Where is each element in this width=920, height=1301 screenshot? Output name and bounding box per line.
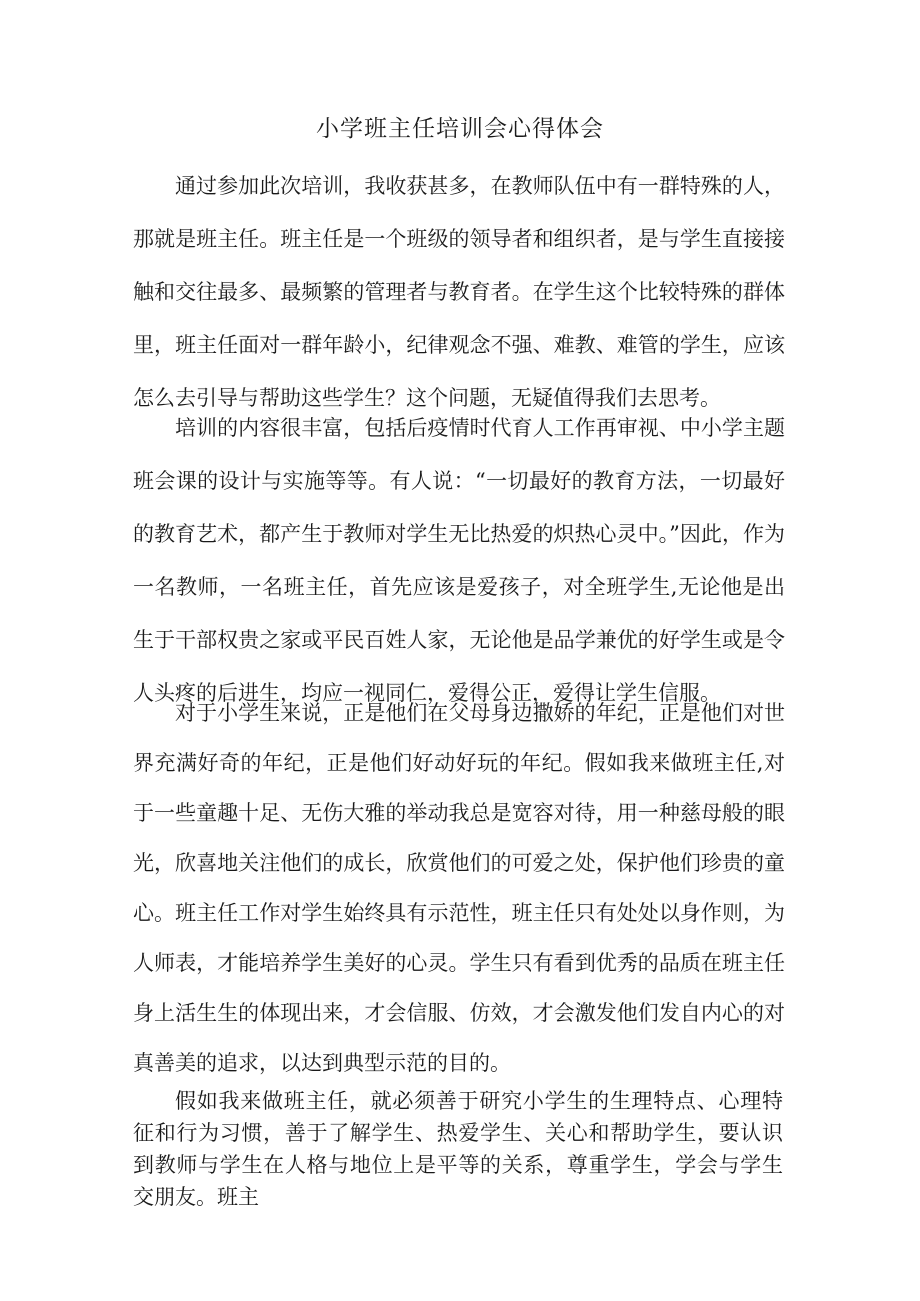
document-title: 小学班主任培训会心得体会 [316, 116, 604, 142]
paragraph-3: 对于小学生来说，正是他们在父母身边撒娇的年纪，正是他们对世界充满好奇的年纪，正是他们好动好玩的年纪。假如我来做班主任,对于一些童趣十足、无伤大雅的举动我总是宽容对待，用一种慈母般的眼光，欣喜地关注他们的成长，欣赏他们的可爱之处，保护他们珍贵的童心。班主任工作对学生始终具有示范性，班主任只有处处以身作则，为人师表，才能培养学生美好的心灵。学生只有看到优秀的品质在班主任身上活生生的体现出来，才会信服、仿效，才会激发他们发自内心的对真善美的追求，以达到典型示范的目的。 [133, 701, 785, 1075]
paragraph-1: 通过参加此次培训，我收获甚多，在教师队伍中有一群特殊的人，那就是班主任。班主任是一个班级的领导者和组织者，是与学生直接接触和交往最多、最频繁的管理者与教育者。在学生这个比较特殊的群体里，班主任面对一群年龄小，纪律观念不强、难教、难管的学生，应该怎么去引导与帮助这些学生？这个问题，无疑值得我们去思考。 [133, 174, 785, 410]
paragraph-4: 假如我来做班主任，就必须善于研究小学生的生理特点、心理特征和行为习惯，善于了解学生、热爱学生、关心和帮助学生，要认识到教师与学生在人格与地位上是平等的关系，尊重学生，学会与学生交朋友。班主 [133, 1089, 783, 1209]
paragraph-2: 培训的内容很丰富，包括后疫情时代育人工作再审视、中小学主题班会课的设计与实施等等。有人说：“一切最好的教育方法，一切最好的教育艺术，都产生于教师对学生无比热爱的炽热心灵中。”因此，作为一名教师，一名班主任，首先应该是爱孩子，对全班学生,无论他是出生于干部权贵之家或平民百姓人家，无论他是品学兼优的好学生或是令人头疼的后进生，均应一视同仁，爱得公正，爱得让学生信服。 [133, 416, 785, 705]
